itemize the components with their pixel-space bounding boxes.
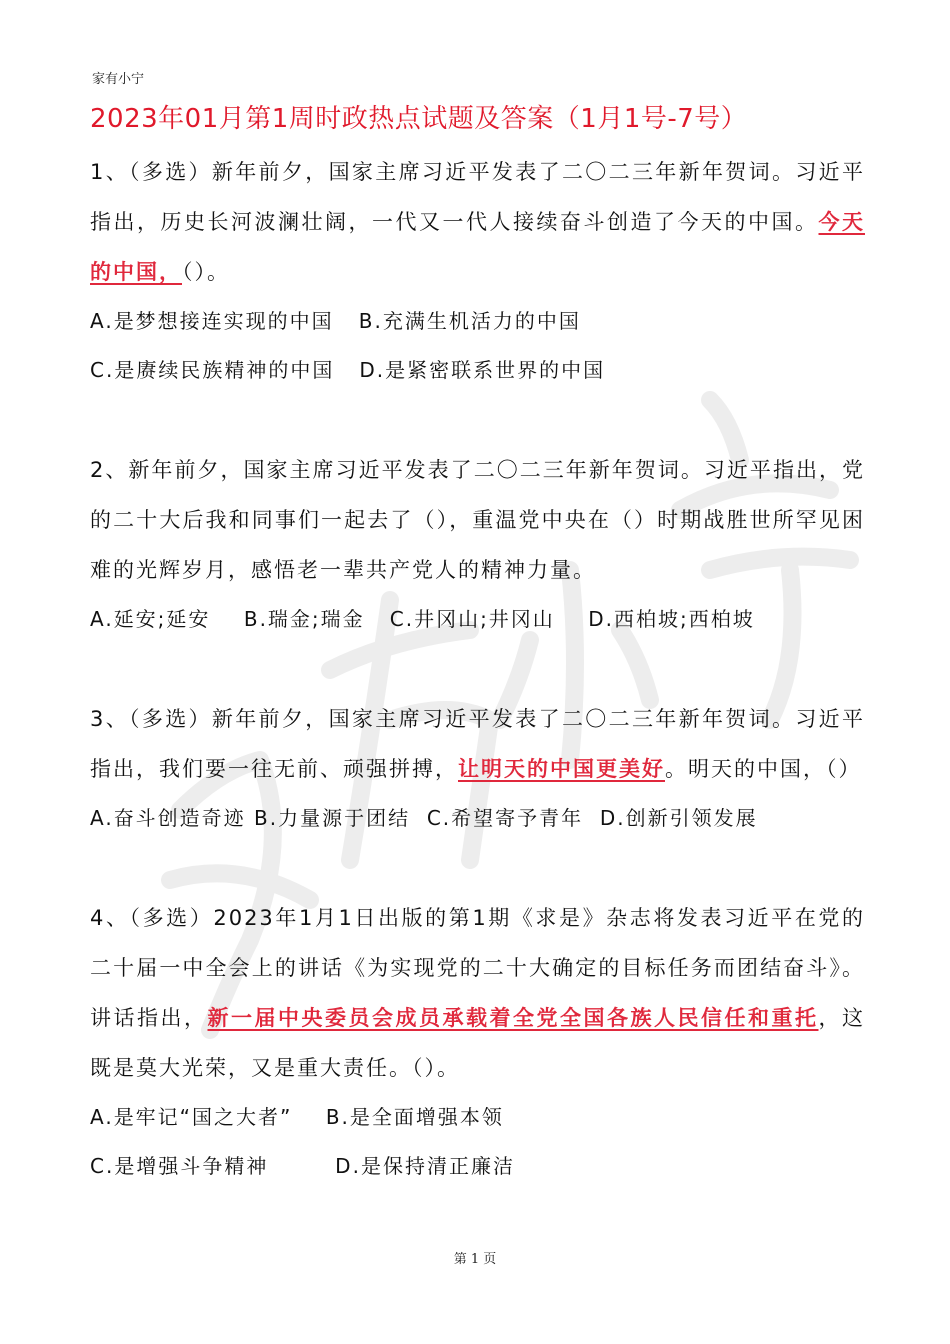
question-4 <box>90 893 865 1191</box>
highlighted-phrase: 让明天的中国更美好 <box>458 757 665 781</box>
page-number: 第 1 页 <box>453 1252 497 1267</box>
highlighted-phrase: 新一届中央委员会成员承载着全党全国各族人民信任和重托 <box>207 1006 819 1030</box>
highlighted-phrase: 今天的中国， <box>90 210 865 284</box>
options-row: A.奋斗创造奇迹 B.力量源于团结 C.希望寄予青年 D.创新引领发展 <box>90 806 758 830</box>
options-row: C.是增强斗争精神 D.是保持清正廉洁 <box>90 1154 515 1178</box>
question-list <box>90 147 865 1191</box>
question-stem: 1、（多选）新年前夕，国家主席习近平发表了二〇二三年新年贺词。习近平指出，历史长河波澜壮阔，一代又一代人接续奋斗创造了今天的中国。今天的中国，（）。 <box>90 160 865 284</box>
options-row: A.是梦想接连实现的中国 B.充满生机活力的中国 <box>90 309 581 333</box>
header-note: 家有小宁 <box>92 72 145 87</box>
options-row: C.是赓续民族精神的中国 D.是紧密联系世界的中国 <box>90 358 606 382</box>
question-stem: 2、新年前夕，国家主席习近平发表了二〇二三年新年贺词。习近平指出，党的二十大后我和同事们一起去了（），重温党中央在（）时期战胜世所罕见困难的光辉岁月，感悟老一辈共产党人的精神力量。 <box>90 458 865 582</box>
options-row: A.是牢记“国之大者” B.是全面增强本领 <box>90 1105 504 1129</box>
question-2 <box>90 445 865 644</box>
page-title: 2023年01月第1周时政热点试题及答案（1月1号-7号） <box>90 104 748 134</box>
question-stem: 3、（多选）新年前夕，国家主席习近平发表了二〇二三年新年贺词。习近平指出，我们要一往无前、顽强拼搏，让明天的中国更美好。明天的中国，（） <box>90 707 865 781</box>
question-stem: 4、（多选）2023年1月1日出版的第1期《求是》杂志将发表习近平在党的二十届一中全会上的讲话《为实现党的二十大确定的目标任务而团结奋斗》。讲话指出，新一届中央委员会成员承载着全党全国各族人民信任和重托，这既是莫大光荣，又是重大责任。（）。 <box>90 906 865 1080</box>
options-row: A.延安;延安 B.瑞金;瑞金 C.井冈山;井冈山 D.西柏坡;西柏坡 <box>90 607 755 631</box>
question-1 <box>90 147 865 395</box>
question-3 <box>90 694 865 843</box>
